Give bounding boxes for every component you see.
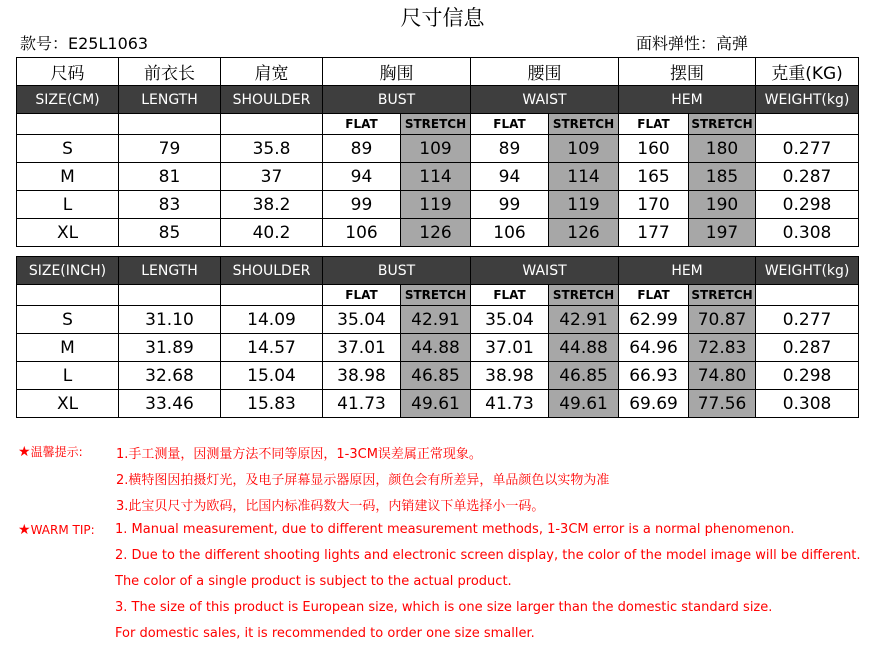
- star-icon: ★: [18, 522, 31, 538]
- cn-header-waist: 腰围: [471, 58, 619, 86]
- cell-hem-flat: 177: [619, 219, 689, 247]
- cell-hem-flat: 165: [619, 163, 689, 191]
- style-number: 款号：E25L1063: [20, 34, 149, 53]
- cell-waist-stretch: 46.85: [549, 362, 619, 390]
- cell-hem-flat: 64.96: [619, 334, 689, 362]
- cell-bust-stretch: 114: [401, 163, 471, 191]
- cn-tip-line: 3.此宝贝尺寸为欧码，比国内标准码数大一码，内销建议下单选择小一码。: [116, 499, 545, 514]
- cn-tip-label: ★温馨提示:: [18, 444, 83, 460]
- cell-length: 32.68: [119, 362, 221, 390]
- cell-waist-flat: 89: [471, 135, 549, 163]
- cell-waist-flat: 37.01: [471, 334, 549, 362]
- header-weight: WEIGHT(kg): [756, 86, 859, 114]
- cell-bust-stretch: 44.88: [401, 334, 471, 362]
- sub-header-flat: FLAT: [619, 285, 689, 306]
- cell-bust-stretch: 126: [401, 219, 471, 247]
- cell-waist-stretch: 126: [549, 219, 619, 247]
- cell-size: S: [17, 306, 119, 334]
- cell-hem-stretch: 185: [689, 163, 756, 191]
- en-tip-line: For domestic sales, it is recommended to order one size smaller.: [115, 626, 535, 641]
- cell-waist-stretch: 109: [549, 135, 619, 163]
- sub-header-flat: FLAT: [323, 114, 401, 135]
- cell-shoulder: 15.04: [221, 362, 323, 390]
- cn-header-weight: 克重(KG): [756, 58, 859, 86]
- page-title: 尺寸信息: [400, 6, 485, 30]
- cell-hem-flat: 66.93: [619, 362, 689, 390]
- cell-waist-flat: 106: [471, 219, 549, 247]
- cell-shoulder: 14.09: [221, 306, 323, 334]
- en-tip-line: 2. Due to the different shooting lights and electronic screen display, the color of the model image will be different.: [115, 548, 861, 563]
- cell-hem-flat: 160: [619, 135, 689, 163]
- sub-header-flat: FLAT: [471, 114, 549, 135]
- cell-hem-stretch: 180: [689, 135, 756, 163]
- header-weight: WEIGHT(kg): [756, 257, 859, 285]
- sub-header-stretch: STRETCH: [689, 114, 756, 135]
- cell-size: L: [17, 191, 119, 219]
- cell-size: M: [17, 163, 119, 191]
- sub-header-stretch: STRETCH: [401, 285, 471, 306]
- cell-length: 31.10: [119, 306, 221, 334]
- cell-shoulder: 35.8: [221, 135, 323, 163]
- cell-weight: 0.308: [756, 219, 859, 247]
- cell-length: 31.89: [119, 334, 221, 362]
- cell-waist-flat: 99: [471, 191, 549, 219]
- header-length: LENGTH: [119, 86, 221, 114]
- cell-bust-flat: 37.01: [323, 334, 401, 362]
- header-bust: BUST: [323, 86, 471, 114]
- header-hem: HEM: [619, 257, 756, 285]
- star-icon: ★: [18, 444, 31, 460]
- cell-shoulder: 15.83: [221, 390, 323, 418]
- cn-header-shoulder: 肩宽: [221, 58, 323, 86]
- cell-hem-flat: 170: [619, 191, 689, 219]
- cell-hem-flat: 69.69: [619, 390, 689, 418]
- cell-waist-stretch: 49.61: [549, 390, 619, 418]
- en-tip-line: The color of a single product is subject to the actual product.: [115, 574, 512, 589]
- cell-waist-stretch: 44.88: [549, 334, 619, 362]
- fabric-elasticity: 面料弹性：高弹: [636, 34, 749, 53]
- header-waist: WAIST: [471, 257, 619, 285]
- sub-header-stretch: STRETCH: [689, 285, 756, 306]
- cell-waist-flat: 38.98: [471, 362, 549, 390]
- cell-bust-stretch: 109: [401, 135, 471, 163]
- cell-bust-stretch: 119: [401, 191, 471, 219]
- header-shoulder: SHOULDER: [221, 86, 323, 114]
- cell-bust-flat: 106: [323, 219, 401, 247]
- cell-hem-stretch: 72.83: [689, 334, 756, 362]
- sub-header-stretch: STRETCH: [401, 114, 471, 135]
- cn-header-hem: 摆围: [619, 58, 756, 86]
- cn-header-bust: 胸围: [323, 58, 471, 86]
- header-hem: HEM: [619, 86, 756, 114]
- cell-size: S: [17, 135, 119, 163]
- cell-size: XL: [17, 390, 119, 418]
- cn-tip-line: 1.手工测量，因测量方法不同等原因，1-3CM误差属正常现象。: [116, 447, 482, 462]
- cell-weight: 0.287: [756, 334, 859, 362]
- cell-shoulder: 38.2: [221, 191, 323, 219]
- header-length: LENGTH: [119, 257, 221, 285]
- cell-waist-flat: 94: [471, 163, 549, 191]
- cell-size: XL: [17, 219, 119, 247]
- sub-header-stretch: STRETCH: [549, 114, 619, 135]
- sub-header-flat: FLAT: [471, 285, 549, 306]
- cell-weight: 0.308: [756, 390, 859, 418]
- en-tip-line: 3. The size of this product is European size, which is one size larger than the domestic standard size.: [115, 600, 773, 615]
- sub-header-flat: FLAT: [323, 285, 401, 306]
- cell-hem-stretch: 70.87: [689, 306, 756, 334]
- cell-waist-flat: 41.73: [471, 390, 549, 418]
- cell-hem-stretch: 190: [689, 191, 756, 219]
- header-shoulder: SHOULDER: [221, 257, 323, 285]
- header-size: SIZE(CM): [17, 86, 119, 114]
- cell-shoulder: 37: [221, 163, 323, 191]
- cell-bust-flat: 94: [323, 163, 401, 191]
- cell-hem-stretch: 197: [689, 219, 756, 247]
- cell-length: 81: [119, 163, 221, 191]
- cell-weight: 0.298: [756, 362, 859, 390]
- en-tip-line: 1. Manual measurement, due to different measurement methods, 1-3CM error is a normal phenomenon.: [115, 522, 795, 537]
- cell-length: 79: [119, 135, 221, 163]
- header-waist: WAIST: [471, 86, 619, 114]
- header-bust: BUST: [323, 257, 471, 285]
- cell-waist-stretch: 114: [549, 163, 619, 191]
- cell-bust-flat: 41.73: [323, 390, 401, 418]
- cell-waist-stretch: 119: [549, 191, 619, 219]
- cell-weight: 0.298: [756, 191, 859, 219]
- cell-bust-flat: 99: [323, 191, 401, 219]
- cell-length: 85: [119, 219, 221, 247]
- cell-weight: 0.277: [756, 135, 859, 163]
- cn-header-size: 尺码: [17, 58, 119, 86]
- cell-bust-flat: 38.98: [323, 362, 401, 390]
- cell-waist-stretch: 42.91: [549, 306, 619, 334]
- sub-header-flat: FLAT: [619, 114, 689, 135]
- sub-header-stretch: STRETCH: [549, 285, 619, 306]
- cell-size: L: [17, 362, 119, 390]
- cell-length: 83: [119, 191, 221, 219]
- cell-shoulder: 40.2: [221, 219, 323, 247]
- cell-hem-flat: 62.99: [619, 306, 689, 334]
- cn-header-length: 前衣长: [119, 58, 221, 86]
- cell-hem-stretch: 77.56: [689, 390, 756, 418]
- cell-bust-stretch: 42.91: [401, 306, 471, 334]
- cell-weight: 0.277: [756, 306, 859, 334]
- cell-hem-stretch: 74.80: [689, 362, 756, 390]
- en-tip-label: ★WARM TIP:: [18, 522, 95, 538]
- cell-bust-stretch: 46.85: [401, 362, 471, 390]
- cell-waist-flat: 35.04: [471, 306, 549, 334]
- cell-bust-flat: 89: [323, 135, 401, 163]
- cell-shoulder: 14.57: [221, 334, 323, 362]
- cell-weight: 0.287: [756, 163, 859, 191]
- cell-length: 33.46: [119, 390, 221, 418]
- cn-tip-line: 2.横特图因拍摄灯光，及电子屏幕显示器原因，颜色会有所差异，单品颜色以实物为准: [116, 473, 610, 488]
- cell-bust-stretch: 49.61: [401, 390, 471, 418]
- cell-bust-flat: 35.04: [323, 306, 401, 334]
- header-size: SIZE(INCH): [17, 257, 119, 285]
- cell-size: M: [17, 334, 119, 362]
